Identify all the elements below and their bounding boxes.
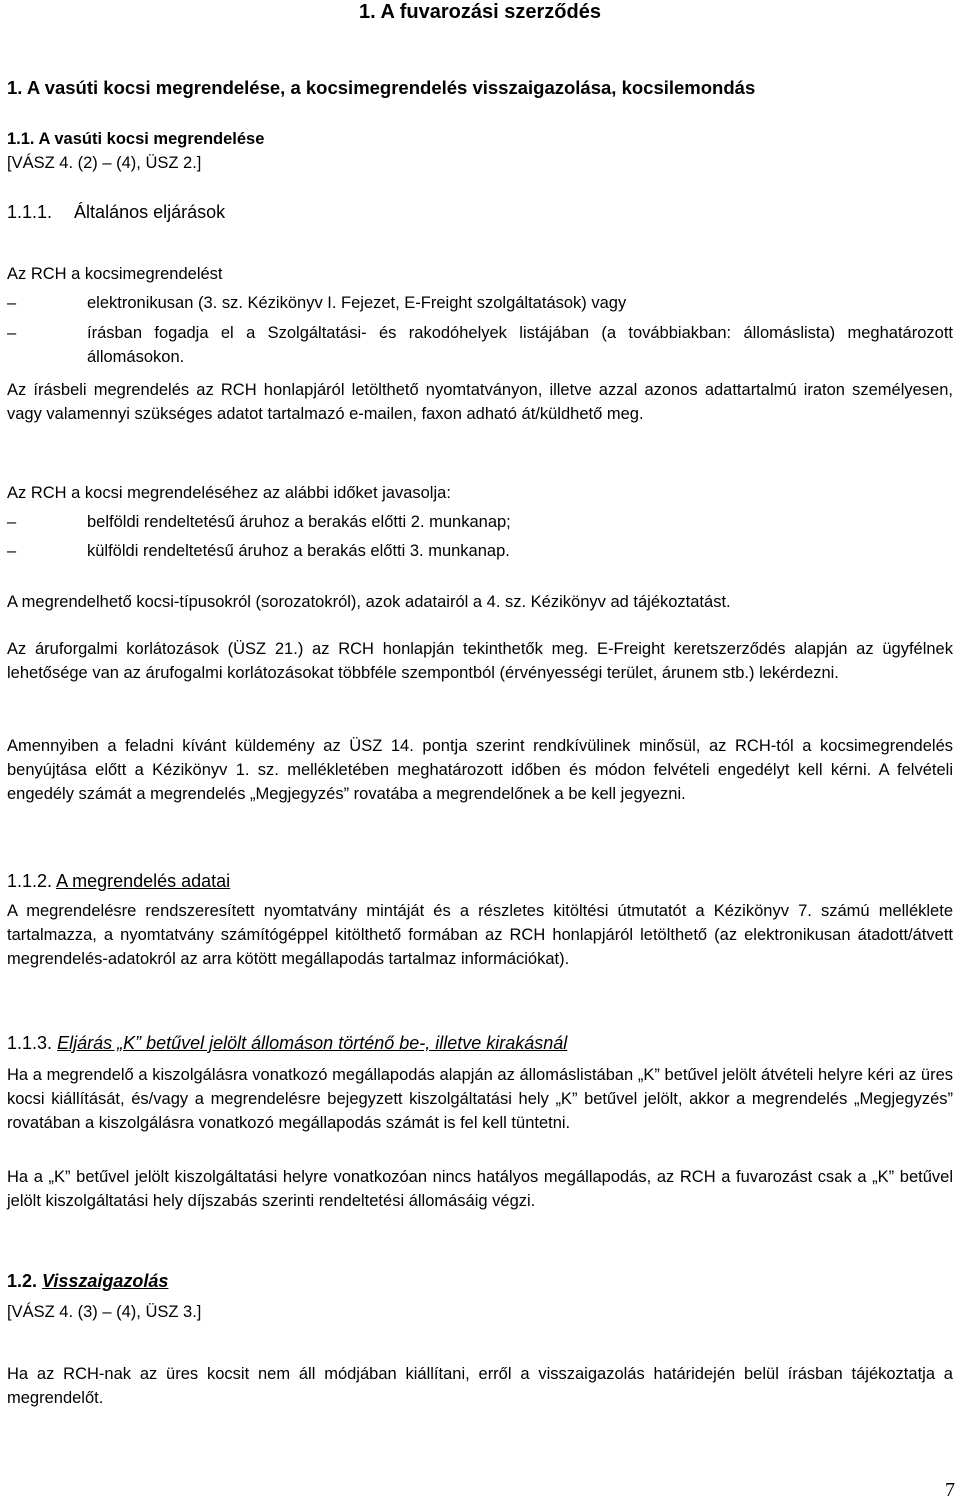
paragraph-order-data: A megrendelésre rendszeresített nyomtatvány mintáját és a részletes kitöltési útmutatót a Kézikönyv 7. számú melléklete tartalmazza, a nyomtatvány számítógéppel kitölthető formában az RCH honlapjáról letölthető (az elektronikusan átadott/átvett megrendelés-adatokról az arra kötött megállapodás tartalmaz információkat). [7,902,953,968]
section-1-1-1-heading [7,200,953,224]
list-item-text: külföldi rendeltetésű áruhoz a berakás előtti 3. munkanap. [87,542,510,560]
list-item [7,510,953,534]
section-number: 1.2. [7,1271,38,1291]
list-item [7,321,953,369]
list-item-text: belföldi rendeltetésű áruhoz a berakás előtti 2. munkanap; [87,513,511,531]
dash-bullet: – [7,294,17,312]
section-1-1-3-heading [7,1031,953,1055]
paragraph-written-order: Az írásbeli megrendelés az RCH honlapjáról letölthető nyomtatványon, illetve azzal azonos adattartalmú iraton személyesen, vagy valamennyi szükséges adatot tartalmazó e-mailen, faxon adható át/küldhető meg. [7,381,953,423]
section-1-2-heading [7,1269,953,1293]
dash-bullet: – [7,513,17,531]
paragraph-k-station-1: Ha a megrendelő a kiszolgálásra vonatkozó megállapodás alapján az állomáslistában „K” betűvel jelölt átvételi helyre kéri az üres kocsi kiállítását, és/vagy a megrendelésre bejegyzett kiszolgáltatási hely „K” betűvel jelölt, akkor a megrendelés „Megjegyzés” rovatában a kiszolgálásra vonatkozó megállapodás számát is fel kell tüntetni. [7,1066,953,1132]
section-1-1-title: 1.1. A vasúti kocsi megrendelése [7,130,265,148]
page-number: 7 [945,1479,955,1501]
chapter-heading: 1. A vasúti kocsi megrendelése, a kocsimegrendelés visszaigazolása, kocsilemondás [7,77,756,98]
section-title: Általános eljárások [74,202,226,222]
paragraph-k-station-2: Ha a „K” betűvel jelölt kiszolgáltatási helyre vonatkozóan nincs hatályos megállapodás, az RCH a fuvarozást csak a „K” betűvel jelölt kiszolgáltatási hely díjszabás szerinti rendeltetési állomásáig végzi. [7,1168,953,1210]
section-1-1-reference: [VÁSZ 4. (2) – (4), ÜSZ 2.] [7,154,202,172]
paragraph-restrictions: Az áruforgalmi korlátozások (ÜSZ 21.) az RCH honlapján tekinthetők meg. E-Freight keretszerződés alapján az ügyfélnek lehetősége van az árufogalmi korlátozásokat többféle szempontból (érvényességi terület, árunem stb.) lekérdezni. [7,640,953,682]
section-number: 1.1.1. [7,202,53,222]
section-title: Eljárás „K” betűvel jelölt állomáson történő be-, illetve kirakásnál [57,1033,568,1053]
paragraph-recommended-times: Az RCH a kocsi megrendeléséhez az alábbi időket javasolja: [7,484,451,502]
list-item-text: írásban fogadja el a Szolgáltatási- és rakodóhelyek listájában (a továbbiakban: állomáslista) meghatározott állomásokon. [87,324,953,366]
paragraph-extraordinary: Amennyiben a feladni kívánt küldemény az ÜSZ 14. pontja szerint rendkívülinek minősül, az RCH-tól a kocsimegrendelés benyújtása előtt a Kézikönyv 1. sz. mellékletében meghatározott időben és módon felvételi engedélyt kell kérni. A felvételi engedély számát a megrendelés „Megjegyzés” rovatába a megrendelőnek a be kell jegyezni. [7,737,953,803]
list-item [7,539,953,563]
section-number: 1.1.3. [7,1033,53,1053]
dash-bullet: – [7,324,17,342]
dash-bullet: – [7,542,17,560]
document-title: 1. A fuvarozási szerződés [359,1,601,23]
section-number: 1.1.2. [7,871,53,891]
list-item [7,291,953,315]
paragraph-wagon-types: A megrendelhető kocsi-típusokról (sorozatokról), azok adatairól a 4. sz. Kézikönyv ad tájékoztatást. [7,593,731,611]
section-title: Visszaigazolás [42,1271,169,1291]
paragraph-intro: Az RCH a kocsimegrendelést [7,265,223,283]
section-1-2-reference: [VÁSZ 4. (3) – (4), ÜSZ 3.] [7,1303,202,1321]
paragraph-confirmation: Ha az RCH-nak az üres kocsit nem áll módjában kiállítani, erről a visszaigazolás határidején belül írásban tájékoztatja a megrendelőt. [7,1365,953,1407]
section-title: A megrendelés adatai [56,871,231,891]
list-item-text: elektronikusan (3. sz. Kézikönyv I. Fejezet, E-Freight szolgáltatások) vagy [87,294,627,312]
section-1-1-2-heading [7,869,953,893]
